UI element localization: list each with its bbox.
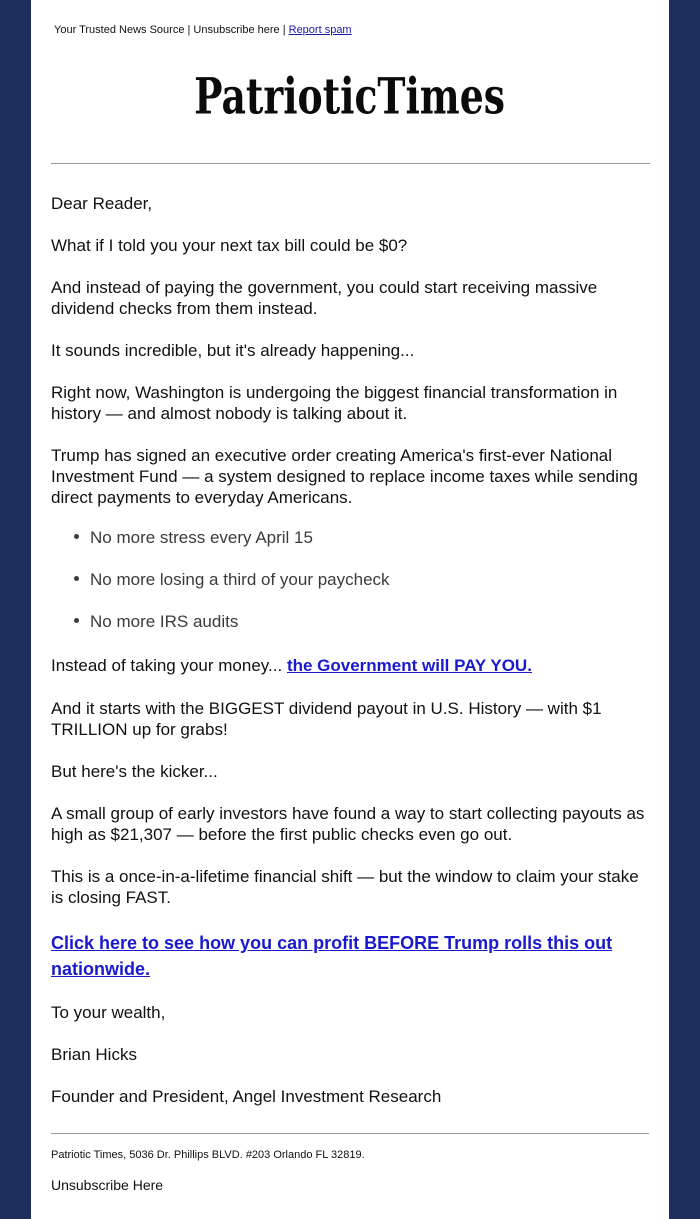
paragraph: What if I told you your next tax bill could be $0?: [51, 236, 408, 255]
signoff: To your wealth,: [51, 1003, 166, 1022]
footer-address: Patriotic Times, 5036 Dr. Phillips BLVD. #203 Orlando FL 32819.: [51, 1149, 365, 1161]
list-item-text: No more losing a third of your paycheck: [90, 570, 390, 589]
header-bar: [54, 24, 352, 36]
list-item: [74, 611, 238, 632]
paragraph: But here's the kicker...: [51, 762, 218, 781]
paragraph: Right now, Washington is undergoing the biggest financial transformation in history — and almost nobody is talking about it.: [51, 383, 618, 423]
email-body: [31, 0, 669, 1219]
greeting: Dear Reader,: [51, 194, 153, 213]
bullet-dot: [74, 576, 79, 581]
paragraph: And it starts with the BIGGEST dividend payout in U.S. History — with $1 TRILLION up for grabs!: [51, 699, 602, 739]
masthead-logo: [31, 63, 669, 129]
report-spam-link[interactable]: Report spam: [288, 24, 352, 36]
pay-you-link[interactable]: the Government will PAY YOU.: [286, 656, 532, 675]
header-tagline: Your Trusted News Source: [54, 24, 185, 36]
header-unsubscribe[interactable]: Unsubscribe here: [193, 24, 280, 36]
paragraph: It sounds incredible, but it's already happening...: [51, 341, 415, 360]
paragraph-prefix: Instead of taking your money...: [51, 656, 287, 675]
paragraph: [51, 655, 651, 676]
header-separator: |: [184, 24, 194, 36]
divider: [51, 1133, 649, 1134]
paragraph: This is a once-in-a-lifetime financial shift — but the window to claim your stake is closing FAST.: [51, 867, 639, 907]
header-separator: |: [279, 24, 289, 36]
masthead-title: PatrioticTimes: [194, 66, 506, 126]
cta-link[interactable]: Click here to see how you can profit BEFORE Trump rolls this out nationwide.: [51, 933, 613, 979]
divider: [51, 163, 650, 164]
paragraph: And instead of paying the government, you could start receiving massive dividend checks from them instead.: [51, 278, 598, 318]
list-item-text: No more stress every April 15: [90, 528, 313, 547]
signature-title: Founder and President, Angel Investment Research: [51, 1087, 442, 1106]
bullet-dot: [74, 618, 79, 623]
bullet-dot: [74, 534, 79, 539]
paragraph: Trump has signed an executive order creating America's first-ever National Investment Fund — a system designed to replace income taxes while sending direct payments to everyday Americans.: [51, 446, 638, 507]
list-item: [74, 527, 313, 548]
list-item: [74, 569, 390, 590]
footer-unsubscribe-link[interactable]: Unsubscribe Here: [51, 1177, 164, 1193]
list-item-text: No more IRS audits: [90, 612, 239, 631]
signature-name: Brian Hicks: [51, 1045, 137, 1064]
paragraph: A small group of early investors have found a way to start collecting payouts as high as $21,307 — before the first public checks even go out.: [51, 804, 645, 844]
